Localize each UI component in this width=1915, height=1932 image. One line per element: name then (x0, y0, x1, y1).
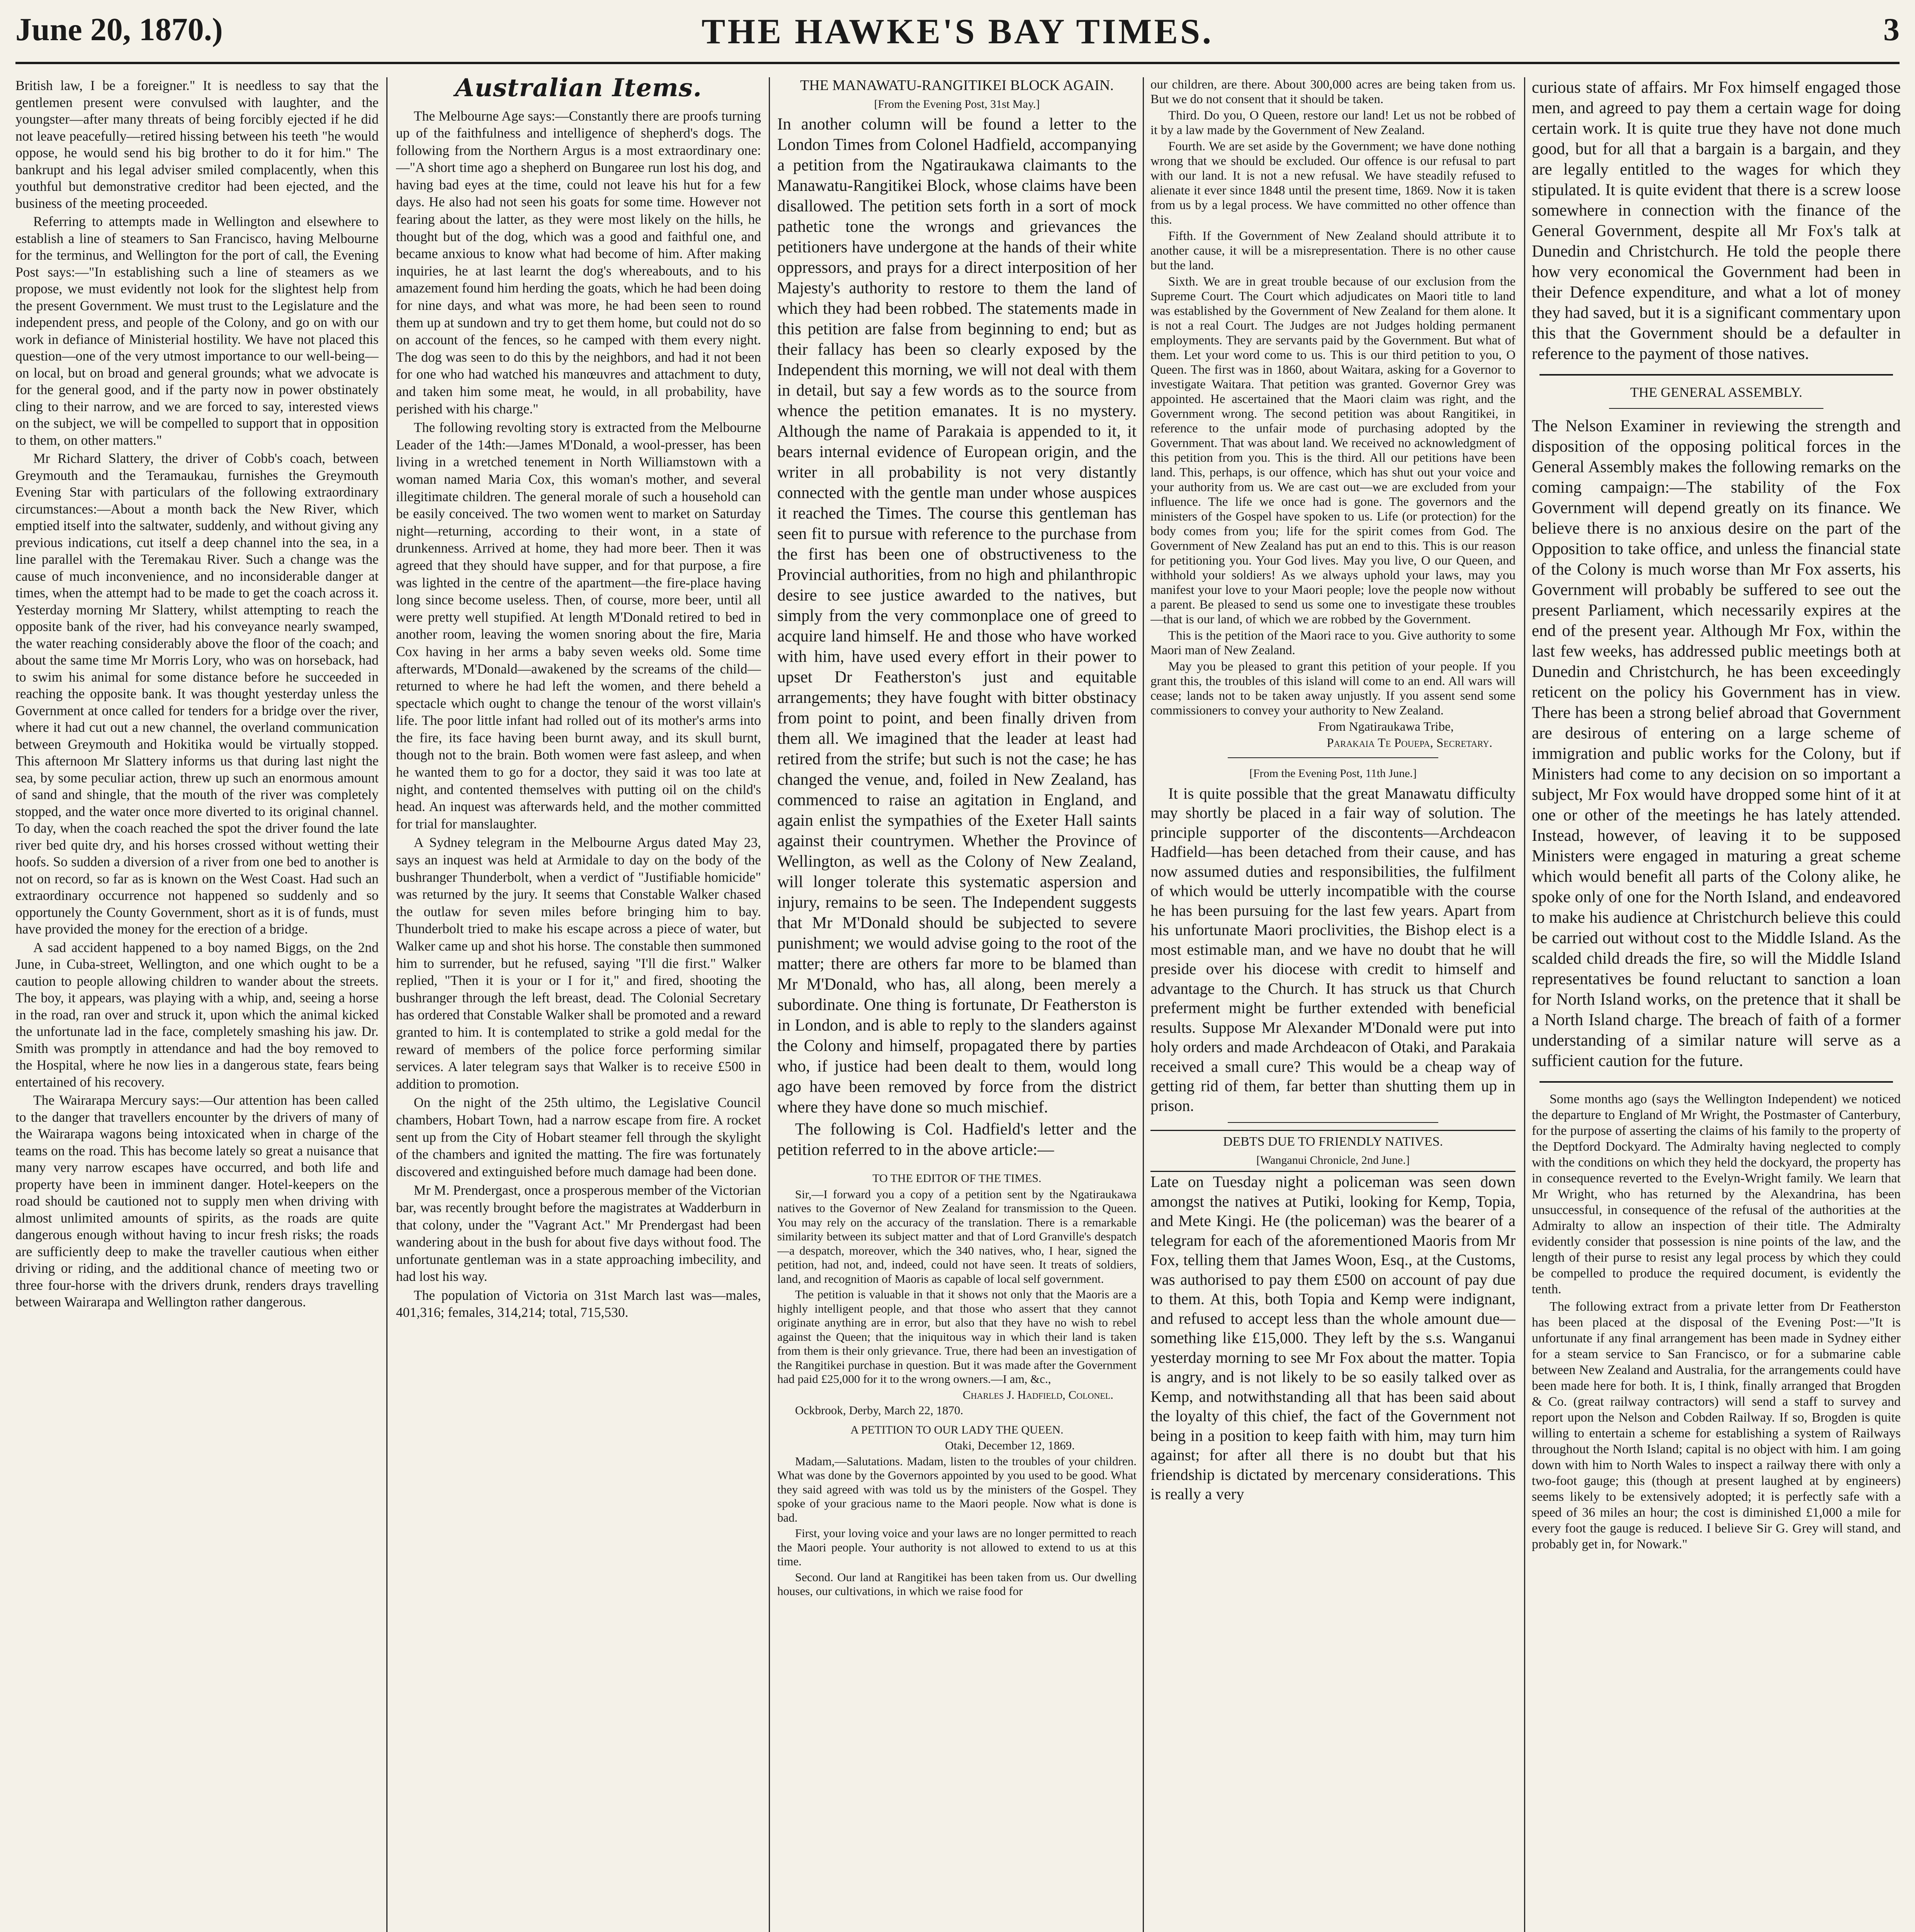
petition-paragraph: Madam,—Salutations. Madam, listen to the troubles of your children. What was done by the Governors appointed by you used to be good. What they said agreed with was told us by the ministers of the Gospel. They spoke of your gracious name to the Maori people. Now what is done is bad. (777, 1454, 1137, 1524)
petition-paragraph: Fifth. If the Government of New Zealand should attribute it to another cause, it will be a misrepresentation. There is no other cause but the land. (1150, 229, 1516, 272)
section-rule (1539, 374, 1893, 376)
masthead-rule (15, 62, 1900, 64)
petition-paragraph: Second. Our land at Rangitikei has been taken from us. Our dwelling houses, our cultivations, in which we raise food for (777, 1570, 1137, 1598)
letter-dateline: Ockbrook, Derby, March 22, 1870. (795, 1403, 963, 1417)
letter-signature: Charles J. Hadfield, Colonel. (963, 1388, 1113, 1401)
section-rule (1609, 408, 1823, 409)
section-rule (1228, 757, 1438, 758)
column-1 (15, 77, 379, 1932)
petition-paragraph: First, your loving voice and your laws are no longer permitted to reach the Maori people. Your authority is not allowed to extend to us at this time. (777, 1526, 1137, 1568)
petition-heading: A PETITION TO OUR LADY THE QUEEN. (850, 1423, 1064, 1436)
page-number: 3 (1883, 12, 1900, 48)
article-source: [From the Evening Post, 11th June.] (1249, 767, 1417, 780)
letter-heading: TO THE EDITOR OF THE TIMES. (872, 1172, 1042, 1185)
article-paragraph: A sad accident happened to a boy named Biggs, on the 2nd June, in Cuba-street, Wellington, and one which ought to be a caution to people allowing children to wander about the streets. The boy, it appears, was playing with a whip, and, seeing a horse in the road, ran over and struck it, upon which the animal kicked the unfortunate lad in the face, completely smashing his jaw. Dr. Smith was promptly in attendance and had the boy removed to the Hospital, where he now lies in a dangerous state, fears being entertained of his recovery. (15, 939, 379, 1090)
article-paragraph: curious state of affairs. Mr Fox himself engaged those men, and agreed to pay them a certain wage for doing certain work. It is quite true they have not done much good, but for all that a bargain is a bargain, and they are legally entitled to the wages for which they stipulated. It is quite evident that there is a screw loose somewhere in connection with the finance of the General Government, despite all Mr Fox's talk at Dunedin and Christchurch. He told the people there how very economical the Government had been in their Defence expenditure, and what a lot of money they had saved, but it is a significant commentary upon this that the Government should be a defaulter in reference to the payment of those natives. (1532, 78, 1901, 363)
article-heading: THE GENERAL ASSEMBLY. (1630, 384, 1803, 400)
column-divider (386, 77, 387, 1932)
article-paragraph: The Nelson Examiner in reviewing the strength and disposition of the opposing political forces in the General Assembly makes the following remarks on the coming campaign:—The stability of the Fox Government will depend greatly on its finance. We believe there is no anxious desire on the part of the Opposition to take office, and unless the financial state of the Colony is much worse than Mr Fox asserts, his Government will probably be suffered to see out the present Parliament, which necessarily expires at the end of the present year. Although Mr Fox, within the last few weeks, has addressed public meetings both at Dunedin and Christchurch, he has been exceedingly reticent on the policy his Government has in view. There has been a strong belief abroad that Government are desirous of entering on a large scheme of immigration and public works for the Colony, but if Ministers had come to any decision on so important a subject, Mr Fox would have dropped some hint of it at one or other of the meetings he has lately attended. Instead, however, of leaving it to be supposed Ministers were engaged in maturing a great scheme which would benefit all parts of the Colony alike, he spoke only of one for the North Island, and endeavored to make his audience at Christchurch believe this could be carried out without cost to the Middle Island. As the scalded child dreads the fire, so will the Middle Island representatives be found reluctant to sanction a loan for North Island works, on the pretence that it shall be a North Island charge. The breach of faith of a former understanding of a similar nature will serve as a sufficient caution for the future. (1532, 417, 1901, 1070)
column-divider (1524, 77, 1525, 1932)
newspaper-title: THE HAWKE'S BAY TIMES. (702, 12, 1213, 51)
column-4 (1150, 77, 1516, 1932)
article-paragraph: The Melbourne Age says:—Constantly there are proofs turning up of the faithfulness and intelligence of shepherd's dogs. The following from the Northern Argus is a most extraordinary one:—"A short time ago a shepherd on Bungaree run lost his dog, and having bad eyes at the time, could not leave his hut for a few days. He also had not seen his goats for some time. However not fearing about the latter, as they were most likely on the hills, he thought but of the dog, which was a good and faithful one, and became anxious to know what had become of him. After making inquiries, he at last learnt the dog's whereabouts, and to his amazement found him herding the goats, which he had been doing for nine days, and what was more, he had been seen to round them up at sundown and try to get them home, but could not do so on account of the fences, so he camped with them every night. The dog was seen to do this by the neighbors, and had it not been for one who had watched his manœuvres and attachment to duty, and taken him some meat, he would, in all probability, have perished with his charge." (396, 108, 761, 417)
column-5 (1532, 77, 1901, 1932)
petition-signer: Parakaia Te Pouepa, Secretary. (1327, 736, 1492, 750)
article-paragraph: British law, I be a foreigner." It is needless to say that the gentlemen present were convulsed with laughter, and the youngster—after many threats of being forcibly ejected if he did not leave peacefully—retired hissing between his teeth "he would oppose, he would send his big brother to do it for him." The bankrupt and his legal adviser smiled complacently, when this youthful but demonstrative creditor had been ejected, and the business of the meeting proceeded. (15, 78, 379, 211)
article-paragraph: On the night of the 25th ultimo, the Legislative Council chambers, Hobart Town, had a narrow escape from fire. A rocket sent up from the City of Hobart steamer fell through the skylight of the chambers and ignited the matting. The fire was fortunately discovered and extinguished before much damage had been done. (396, 1095, 761, 1179)
column-divider (769, 77, 770, 1932)
article-paragraph: The following extract from a private letter from Dr Featherston has been placed at the disposal of the Evening Post:—"It is unfortunate if any final arrangement has been made in Sydney either for a steam service to San Francisco, or for a submarine cable between New Zealand and Australia, for the arrangements could have been made here for both. It is, I think, finally arranged that Brogden & Co. (great railway contractors) will send a staff to survey and report upon the Nelson and Cobden Railway. If so, Brogden is quite willing to entertain a scheme for establishing a system of Railways throughout the North Island; capital is no object with him. I am going down with him to North Wales to inspect a railway there with only a two-foot gauge; this (though at present laughed at by engineers) seems likely to be extensively adopted; it is perfectly safe with a speed of 36 miles an hour; the cost is diminished £1,000 a mile for every foot the gauge is reduced. I believe Sir G. Grey will stand, and probably get in, for Nowark." (1532, 1299, 1901, 1551)
petition-paragraph: Sixth. We are in great trouble because of our exclusion from the Supreme Court. The Court which adjudicates on Maori title to land was established by the Government of New Zealand for them alone. It is not a real Court. The Judges are not Judges holding permanent employments. They are servants paid by the Government. But what of them. Let your word come to us. This is our third petition to you, O Queen. The first was in 1860, about Waitara, asking for a Governor to investigate Waitara. That petition was granted. Governor Grey was appointed. He ascertained that the Maori claim was right, and the Government wrong. The second petition was about Rangitikei, in reference to the unfair mode of purchasing adopted by the Government. That was about land. We received no acknowledgment of this petition from you. This is the third. All our petitions have been land. This, perhaps, is our offence, which has shut out your voice and your authority from us. We are cast out—we are excluded from your influence. The life we once had is gone. The governors and the ministers of the Gospel have spoken to us. Life (or protection) for the body comes from you; life for the spirit comes from God. The Government of New Zealand has put an end to this. This is our reason for petitioning you. Your God lives. May you live, O our Queen, and withhold your soldiers! As we always uphold your laws, may you manifest your love to your Maori people; love the people now without a parent. Be pleased to send us some one to investigate these troubles—that is our land, of which we are robbed by the Government. (1150, 275, 1516, 626)
article-paragraph: A Sydney telegram in the Melbourne Argus dated May 23, says an inquest was held at Armidale to day on the body of the bushranger Thunderbolt, when a verdict of "Justifiable homicide" was returned by the jury. It seems that Constable Walker chased the outlaw for seven miles before bringing him to bay. Thunderbolt tried to make his escape across a piece of water, but Walker came up and shot his horse. The constable then summoned him to surrender, but he refused, saying "I'll die first." Walker replied, "Then it is your or I for it," and fired, shooting the bushranger through the left breast, dead. The Colonial Secretary has ordered that Constable Walker shall be promoted and a reward granted to him. It is contemplated to strike a gold medal for the reward of members of the police force performing similar services. A later telegram says that Walker is to receive £500 in addition to promotion. (396, 835, 761, 1092)
column-3 (777, 77, 1137, 1932)
issue-date: June 20, 1870.) (15, 12, 223, 48)
article-paragraph: The following revolting story is extracted from the Melbourne Leader of the 14th:—James M'Donald, a wool-presser, has been living in a wretched tenement in North Williamstown with a woman named Maria Cox, this woman's mother, and several illegitimate children. The general morale of such a household can be easily conceived. The two women went to market on Saturday night—returning, according to their wont, in a state of drunkenness. Arrived at home, they had more beer. Then it was agreed that they should have supper, and for that purpose, a fire was lighted in the centre of the apartment—the fire-place having long since become useless. Then, of course, more beer, until all were pretty well stupified. At length M'Donald retired to bed in another room, leaving the women snoring about the fire, Maria Cox having in her arms a baby seven weeks old. Some time afterwards, M'Donald—awakened by the screams of the child—returned to where he had left the women, and there beheld a spectacle which ought to change the tenour of the worst villain's life. The poor little infant had rolled out of its mother's arms into the fire, its face having been burnt away, and its skull burnt, though not to the brain. Both women were fast asleep, and when he wanted them to go for a doctor, they said it was too late at night, and contented themselves with putting oil on the child's head. An inquest was afterwards held, and the mother committed for trial for manslaughter. (396, 420, 761, 832)
article-paragraph: Referring to attempts made in Wellington and elsewhere to establish a line of steamers to San Francisco, having Melbourne for the terminus, and Wellington for the port of call, the Evening Post says:—"In establishing such a line of steamers as we propose, we must evidently not look for the slightest help from the present Government. We must trust to the Legislature and the independent press, and people of the Colony, and go on with our work in defiance of Ministerial hostility. We have not placed this question—one of the very utmost importance to our well-being—on local, but on broad and general grounds; what we advocate is for the general good, and if the party now in power obstinately cling to their narrow, and we are forced to say, interested views on the subject, we will be compelled to support that in opposition to them, on other matters." (15, 214, 379, 448)
column-2 (396, 77, 761, 1932)
article-paragraph: Mr Richard Slattery, the driver of Cobb's coach, between Greymouth and the Teramaukau, furnishes the Greymouth Evening Star with particulars of the following extraordinary circumstances:—About a month back the New River, which emptied itself into the saltwater, suddenly, and without giving any previous indications, cut itself a deep channel into the sea, in a line parallel with the Teremakau River. Such a change was the cause of much inconvenience, and no inconsiderable danger at times, when the attempt had to be made to get the coach across it. Yesterday morning Mr Slattery, whilst attempting to reach the opposite bank of the river, had his conveyance nearly swamped, the water reaching considerably above the floor of the coach; and about the same time Mr Morris Lory, who was on horseback, had to swim his animal for some distance before he succeeded in reaching the opposite bank. It was thought yesterday unless the Government at once called for tenders for a bridge over the river, where it had cut out a new channel, the overland communication between Greymouth and Hokitika would be virtually stopped. This afternoon Mr Slattery informs us that during last night the sea, by some peculiar action, threw up such an enormous amount of sand and shingle, that the mouth of the river was completely stopped, and the water once more diverted to its original channel. To day, when the coach reached the spot the driver found the late river bed quite dry, and his horses crossed without wetting their hoofs. So sudden a diversion of a river from one bed to another is not on record, so far as is known on the West Coast. Had such an extraordinary occurrence not happened so suddenly and so opportunely the County Government, short as it is of funds, must have provided the money for the erection of a bridge. (15, 451, 379, 937)
article-heading: THE MANAWATU-RANGITIKEI BLOCK AGAIN. (800, 77, 1114, 94)
letter-paragraph: The petition is valuable in that it shows not only that the Maoris are a highly intelligent people, and that those who assert that they cannot originate anything are in error, but also that they have no wish to rebel against the Queen; that the iniquitous way in which their land is taken from them is their only grievance. True, there had been an investigation of the Rangitikei purchase in question. But it was made after the Government had paid £25,000 for it to the wrong owners.—I am, &c., (777, 1287, 1137, 1386)
article-paragraph: Some months ago (says the Wellington Independent) we noticed the departure to England of Mr Wright, the Postmaster of Canterbury, for the purpose of asserting the claims of his family to the property of the Deptford Dockyard. The Admiralty having neglected to comply with the conditions on which they held the dockyard, the property has in consequence reverted to the Evelyn-Wright family. We learn that Mr Wright, who has returned by the Alexandrina, has been unsuccessful, in consequence of the refusal of the authorities at the Admiralty to allow an inspection of their title. The Admiralty evidently consider that possession is nine points of the law, and the length of their purse to resist any legal process by which they could be compelled to produce the required document, is evidently the tenth. (1532, 1092, 1901, 1296)
column-divider (1143, 77, 1144, 1932)
petition-paragraph: May you be pleased to grant this petition of your people. If you grant this, the troubles of this island will come to an end. All wars will cease; lands not to be taken away unjustly. If you assent send some commissioners to convey your authority to New Zealand. (1150, 660, 1516, 718)
article-paragraph: The following is Col. Hadfield's letter and the petition referred to in the above article:— (777, 1120, 1137, 1159)
article-paragraph: It is quite possible that the great Manawatu difficulty may shortly be placed in a fair way of solution. The principle supporter of the discontents—Archdeacon Hadfield—has been detached from their cause, and has now assumed duties and responsibilities, the fulfilment of which would be utterly incompatible with the course he has been pursuing for the last few years. Apart from his unfortunate Maori proclivities, the Bishop elect is a most estimable man, and we have no doubt that he will preside over his diocese with credit to himself and advantage to the Church. It has struck us that Church preferment might be further extended with beneficial results. Suppose Mr Alexander M'Donald were put into holy orders and made Archdeacon of Otaki, and Parakaia received a small cure? This would be a cheap way of getting rid of them, far better than shutting them up in prison. (1150, 784, 1516, 1114)
petition-paragraph: This is the petition of the Maori race to you. Give authority to some Maori man of New Zealand. (1150, 629, 1516, 657)
article-heading: DEBTS DUE TO FRIENDLY NATIVES. (1223, 1134, 1443, 1149)
section-rule (1228, 1122, 1438, 1123)
article-source: [From the Evening Post, 31st May.] (874, 97, 1040, 111)
masthead (15, 8, 1900, 54)
section-rule (1539, 1081, 1893, 1083)
petition-paragraph: Third. Do you, O Queen, restore our land! Let us not be robbed of it by a law made by the Government of New Zealand. (1150, 109, 1516, 137)
article-paragraph: Late on Tuesday night a policeman was seen down amongst the natives at Putiki, looking for Kemp, Topia, and Mete Kingi. He (the policeman) was the bearer of a telegram for each of the aforementioned Maoris from Mr Fox, telling them that James Woon, Esq., at the Customs, was authorised to pay them £500 on account of pay due to them. At this, both Topia and Kemp were indignant, and refused to accept less than the whole amount due—something like £15,000. They left by the s.s. Wanganui yesterday morning to see Mr Fox about the matter. Topia is angry, and is not likely to be so easily talked over as Kemp, and notwithstanding all that has been said about the loyalty of this chief, the fact of the Government not being in a position to keep faith with him, may turn him against; for after all there is no doubt but that his friendship is dictated by mercenary considerations. This is really a very (1150, 1173, 1516, 1503)
petition-paragraph: Fourth. We are set aside by the Government; we have done nothing wrong that we should be excluded. Our offence is our refusal to part with our land. It is not a new refusal. We have steadily refused to alienate it ever since 1848 until the present time, 1869. Now it is taken from us by a legal process. We have committed no other offence than this. (1150, 139, 1516, 227)
article-paragraph: Mr M. Prendergast, once a prosperous member of the Victorian bar, was recently brought before the magistrates at Wadderburn in that colony, under the "Vagrant Act." Mr Prendergast had been wandering about in the bush for about five days without food. The unfortunate gentleman was in a state approaching imbecility, and had lost his way. (396, 1182, 761, 1284)
article-source: [Wanganui Chronicle, 2nd June.] (1256, 1153, 1410, 1167)
letter-paragraph: Sir,—I forward you a copy of a petition sent by the Ngatiraukawa natives to the Governor of New Zealand for transmission to the Queen. You may rely on the accuracy of the translation. There is a remarkable similarity between its subject matter and that of Lord Granville's despatch—a despatch, moreover, which the 340 natives, who, I hear, signed the petition, had not, and, indeed, could not have seen. It treats of soldiers, land, and recognition of Maoris as capable of local self government. (777, 1187, 1137, 1286)
article-paragraph: The population of Victoria on 31st March last was—males, 401,316; females, 314,214; total, 715,530. (396, 1287, 761, 1320)
petition-from: From Ngatiraukawa Tribe, (1318, 720, 1454, 734)
petition-paragraph: our children, are there. About 300,000 acres are being taken from us. But we do not consent that it should be taken. (1150, 78, 1516, 106)
petition-place: Otaki, December 12, 1869. (945, 1439, 1075, 1452)
article-paragraph: The Wairarapa Mercury says:—Our attention has been called to the danger that travellers encounter by the drivers of many of the Wairarapa wagons being intoxicated when in charge of the teams on the road. This has become lately so great a nuisance that many very narrow escapes have occurred, and both life and property have been in imminent danger. Hotel-keepers on the road should be cautioned not to supply men when driving with almost unlimited amounts of spirits, as the roads are quite dangerous enough without having to incur fresh risks; the roads are sufficiently deep to make the traveller cautious when either driving or riding, and the additional chance of meeting two or three four-horse with the drivers drunk, renders drays travelling between Wairarapa and Wellington rather dangerous. (15, 1092, 379, 1310)
debts-article-heading-box (1150, 1130, 1516, 1172)
article-paragraph: In another column will be found a letter to the London Times from Colonel Hadfield, accompanying a petition from the Ngatiraukawa claimants to the Manawatu-Rangitikei Block, whose claims have been disallowed. The petition sets forth in a sort of mock pathetic tone the wrongs and grievances the petitioners have undergone at the hands of their white oppressors, and prays for a direct interposition of her Majesty's authority to restore to them the land of which they had been robbed. The statements made in this petition are false from beginning to end; but as their fallacy has been so clearly exposed by the Independent this morning, we will not deal with them in detail, but say a few words as to the source from whence the petition emanates. It is no mystery. Although the name of Parakaia is appended to it, it bears internal evidence of European origin, and the writer in all probability is not very distantly connected with the gentle man under whose auspices it reached the Times. The course this gentleman has seen fit to pursue with reference to the purchase from the first has been one of obstructiveness to the Provincial authorities, from no high and philanthropic desire to see justice awarded to the natives, but simply from the very commonplace one of greed to acquire land himself. He and those who have worked with him, have used every effort in their power to upset Dr Featherston's just and equitable arrangements; they have fought with bitter obstinacy from point to point, and been finally driven from them all. We imagined that the leader at least had retired from the strife; but such is not the case; he has changed the venue, and, foiled in New Zealand, has commenced to raise an agitation in England, and again enlist the sympathies of the Exeter Hall saints against their countrymen. Whether the Province of Wellington, as well as the Colony of New Zealand, will longer tolerate this systematic aspersion and injury, remains to be seen. The Independent suggests that Mr M'Donald should be subjected to severe punishment; we would advise going to the root of the matter; there are others far more to be blamed than Mr M'Donald, who has, all along, been merely a subordinate. One thing is fortunate, Dr Featherston is in London, and is able to reply to the slanders against the Colony and himself, propagated there by parties who, if justice had been dealt to them, would long ago have been removed by force from the district where they have done so much mischief. (777, 115, 1137, 1116)
section-heading-australian-items: Australian Items. (455, 77, 702, 102)
